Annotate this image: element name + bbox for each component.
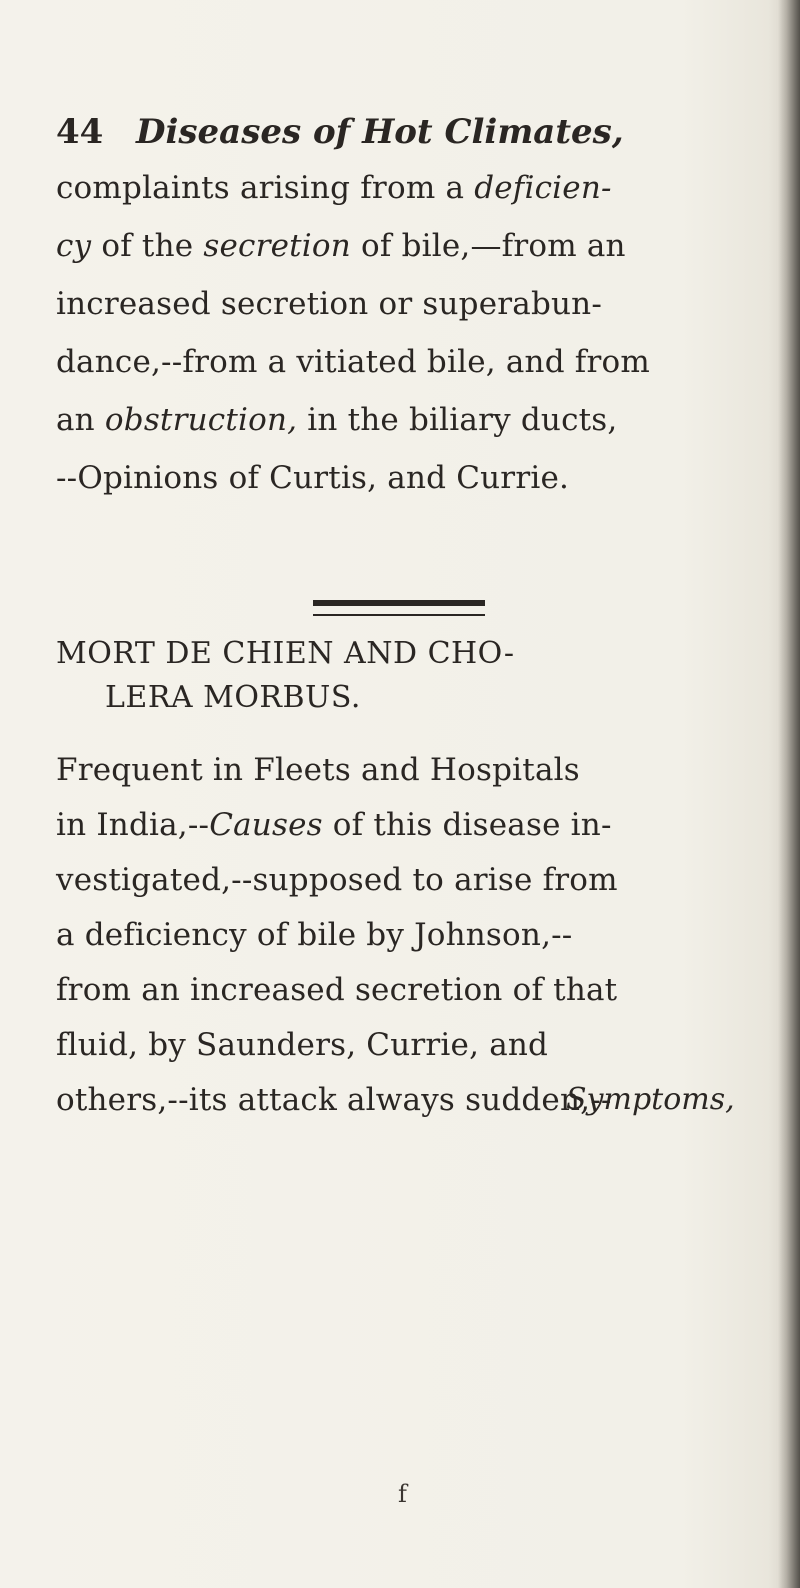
text-segment: dance,--from a vitiated bile, and from <box>56 344 650 380</box>
text-line <box>56 286 602 322</box>
text-segment: in India,-- <box>56 807 210 843</box>
text-segment: obstruction, <box>104 402 298 438</box>
text-line <box>56 972 617 1008</box>
page-edge-shadow <box>778 0 800 1588</box>
text-segment: Causes <box>209 807 323 843</box>
text-line <box>56 344 650 380</box>
text-segment: vestigated,--supposed to arise from <box>56 862 618 898</box>
text-segment: deficien- <box>474 170 612 206</box>
section-heading-line1: MORT DE CHIEN AND CHO- <box>56 636 515 671</box>
text-line <box>56 917 572 953</box>
text-segment: secretion <box>203 228 351 264</box>
text-segment: Frequent in Fleets and Hospitals <box>56 752 580 788</box>
running-head: Diseases of Hot Climates, <box>136 112 624 152</box>
text-segment: increased secretion or superabun- <box>56 286 603 322</box>
text-segment: a deficiency of bile by Johnson,-- <box>56 917 573 953</box>
text-segment: of this disease in- <box>322 807 612 843</box>
text-segment: others,--its attack always sudden,-- <box>56 1082 612 1118</box>
page-header <box>56 112 696 162</box>
page-number: 44 <box>56 112 104 152</box>
section-rule-thick <box>313 600 485 606</box>
text-line <box>56 807 612 843</box>
section-heading-line2: LERA MORBUS. <box>105 680 361 715</box>
text-line <box>56 170 612 206</box>
text-segment: an <box>56 402 105 438</box>
text-line <box>56 1027 548 1063</box>
text-line <box>56 1082 612 1118</box>
section-rule-thin <box>313 614 485 616</box>
text-segment: of the <box>91 228 204 264</box>
text-line <box>56 460 569 496</box>
text-line <box>56 402 617 438</box>
text-segment: cy <box>56 228 92 264</box>
text-segment: complaints arising from a <box>56 170 475 206</box>
text-segment: in the biliary ducts, <box>297 402 618 438</box>
catchword: Symptoms, <box>566 1082 735 1117</box>
signature-mark: f <box>398 1480 407 1508</box>
text-line <box>56 228 626 264</box>
text-segment: fluid, by Saunders, Currie, and <box>56 1027 549 1063</box>
text-line <box>56 862 618 898</box>
text-segment: --Opinions of Curtis, and Currie. <box>56 460 570 496</box>
text-segment: from an increased secretion of that <box>56 972 618 1008</box>
text-line <box>56 752 580 788</box>
text-segment: of bile,—from an <box>350 228 626 264</box>
